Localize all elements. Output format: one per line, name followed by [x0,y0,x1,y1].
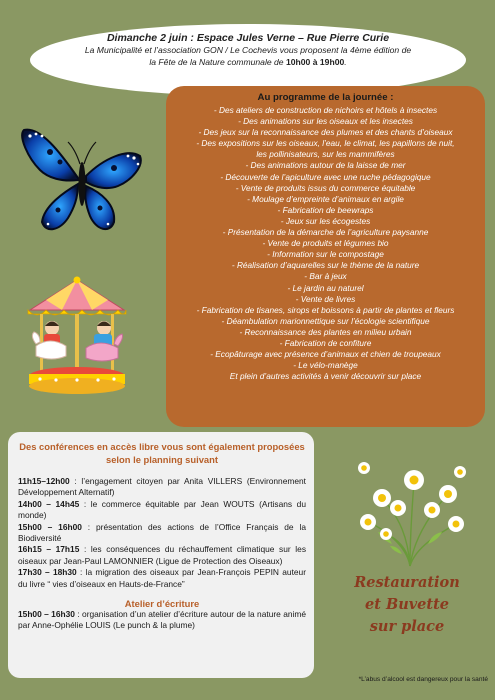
conference-entry: 11h15–12h00 : l’engagement citoyen par Anita VILLERS (Environnement Développement Alternatif) [18,476,306,498]
conference-time: 11h15–12h00 [18,476,70,486]
program-item: - Le vélo-manège [293,360,358,371]
program-item: - Des animations autour de la laisse de mer [245,160,406,171]
program-item: - Déambulation marionnettique sur l’écologie scientifique [221,315,430,326]
program-item: - Information sur le compostage [267,249,384,260]
carousel-illustration [22,276,132,396]
restauration-buvette: Restauration et Buvette sur place [354,574,460,635]
chamomile-flowers-illustration [352,458,472,568]
conference-time: 15h00 – 16h00 [18,521,82,532]
conference-entry: 16h15 – 17h15 : les conséquences du réchauffement climatique sur les oiseaux par Jean-Paul LAMONNIER (Ligue de Protection des Oiseaux) [18,544,307,566]
program-item: - Des ateliers de construction de nichoirs et hôtels à insectes [213,105,438,115]
program-list [166,105,485,382]
program-item: - Présentation de la démarche de l’agriculture paysanne [222,227,429,238]
conference-time: 17h30 – 18h30 [18,567,77,578]
program-box [166,86,485,427]
program-item: - Fabrication de confiture [279,337,372,348]
program-item: - Moulage d’empreinte d’animaux en argile [247,193,404,204]
atelier-entry: 15h00 – 16h30 : organisation d’un atelier d’écriture autour de la nature animé par Anne-Ophélie LOUIS (Le punch & la plume) [18,609,307,631]
program-item: - Le jardin au naturel [287,282,364,293]
program-item: - Réalisation d’aquarelles sur le thème de la nature [231,260,420,271]
event-intro-line: La Municipalité et l’association GON / Le Cochevis vous proposent la 4ème édition de [84,45,412,55]
program-title: Au programme de la journée : [257,92,394,103]
event-date-location: Dimanche 2 juin : Espace Jules Verne – Rue Pierre Curie [106,32,390,44]
program-item: - Des animations sur les oiseaux et les insectes [238,116,413,127]
atelier-time: 15h00 – 16h30 [18,609,75,620]
program-item: - Vente de produits et légumes bio [262,238,389,249]
event-hours-line: la Fête de la Nature communale de 10h00 à 19h00. [149,57,347,67]
conference-entry: 14h00 – 14h45 : le commerce équitable par Jean WOUTS (Artisans du monde) [18,498,306,521]
program-item: - Jeux sur les écogestes [280,215,371,226]
conferences-box [8,432,314,678]
program-item: - Ecopâturage avec présence d’animaux et chien de troupeaux [210,349,441,360]
conferences-title: Des conférences en accès libre vous sont également proposées selon le planning suivant [19,441,305,465]
program-item: - Découverte de l’apiculture avec une ruche pédagogique [220,171,431,182]
atelier-title: Atelier d’écriture [124,598,200,610]
conference-entry: 15h00 – 16h00 : présentation des actions de l’Office Français de la Biodiversité [18,521,306,544]
butterfly-illustration [20,122,144,240]
event-hours: 10h00 à 19h00 [285,57,345,67]
program-item: - Fabrication de tisanes, sirops et boissons à partir de plantes et fleurs [196,304,455,315]
program-item: - Des jeux sur la reconnaissance des plumes et des chants d’oiseaux [198,127,453,138]
alcohol-disclaimer: *L’abus d’alcool est dangereux pour la santé [358,676,488,683]
program-item: les pollinisateurs, sur les mammifères [256,149,395,160]
conference-time: 16h15 – 17h15 [18,544,80,555]
conference-time: 14h00 – 14h45 [18,498,80,509]
program-item: - Fabrication de beewraps [277,204,374,215]
program-item: - Reconnaissance des plantes en milieu urbain [239,326,412,337]
program-item: Et plein d’autres activités à venir découvrir sur place [229,371,422,382]
program-item: - Vente de produits issus du commerce équitable [235,182,416,193]
program-item: - Des expositions sur les oiseaux, l’eau, le climat, les papillons de nuit, [196,138,455,149]
program-item: - Vente de livres [295,293,356,304]
conference-entry: 17h30 – 18h30 : la migration des oiseaux par Jean-François PEPIN auteur du livre “ vies d’oiseaux en Hauts-de-France” [18,567,307,589]
program-item: - Bar à jeux [304,271,347,282]
